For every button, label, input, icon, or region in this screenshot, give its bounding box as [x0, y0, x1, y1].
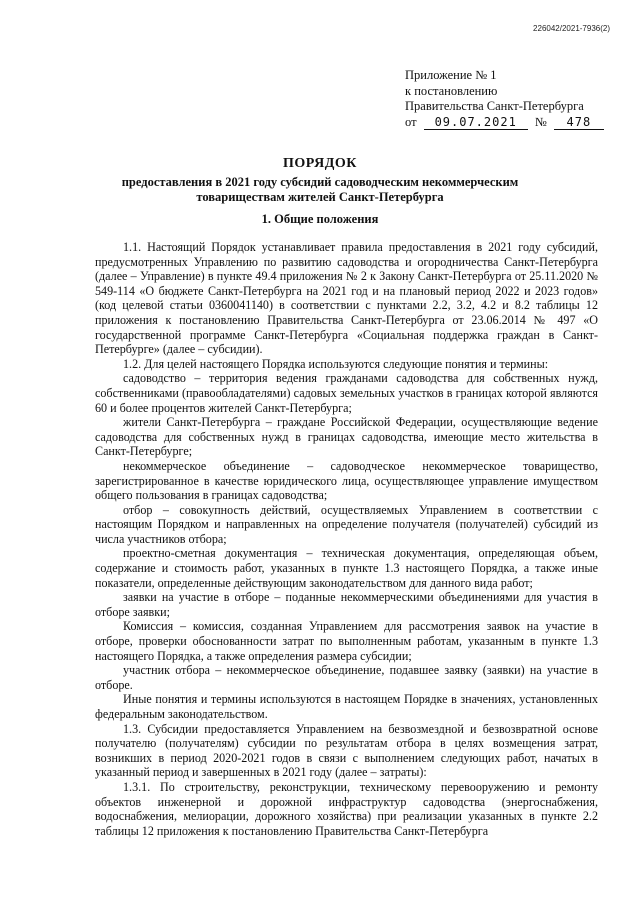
paragraph: участник отбора – некоммерческое объединение, подавшее заявку (заявки) на участие в отборе. [95, 663, 598, 692]
appendix-line: Правительства Санкт-Петербурга [405, 99, 584, 113]
appendix-line: к постановлению [405, 83, 498, 98]
appendix-date-line [405, 115, 615, 131]
title-heading: ПОРЯДОК [283, 156, 357, 171]
title-subtitle-line: предоставления в 2021 году субсидий садоводческим некоммерческим [121, 175, 519, 189]
paragraph: Иные понятия и термины используются в настоящем Порядке в значениях, установленных федеральным законодательством. [95, 692, 598, 721]
title-subtitle-line: товариществам жителей Санкт-Петербурга [196, 190, 444, 204]
document-title [100, 156, 540, 205]
paragraph: некоммерческое объединение – садоводческое некоммерческое товарищество, зарегистрированное в качестве юридического лица, осуществляющее управление имуществом общего пользования в границах садоводства; [95, 458, 598, 503]
document-body [95, 240, 598, 838]
paragraph: садоводство – территория ведения гражданами садоводства для собственных нужд, собственниками (правообладателями) садовых земельных участков в границах которой являются 60 и более процентов жителей Санкт-Петербурга; [95, 371, 598, 415]
from-label: от [405, 114, 417, 129]
paragraph: 1.1. Настоящий Порядок устанавливает правила предоставления в 2021 году субсидий, предусмотренных Управлению по развитию садоводства и огородничества Санкт-Петербурга (далее – Управление) в пункте 49.4 приложения № 2 к Закону Санкт-Петербурга от 25.11.2020 № 549-114 «О бюджете Санкт-Петербурга на 2021 год и на плановый период 2022 и 2023 годов» (код целевой статьи 0360041140) в соответствии с пунктами 2.2, 3.2, 4.2 и 8.2 таблицы 12 приложения к постановлению Правительства Санкт-Петербурга от 23.06.2014 № 497 «О государственной программе Санкт-Петербурга «Социальная поддержка граждан в Санкт-Петербурге» (далее – субсидии). [95, 240, 598, 357]
number-label: № [534, 114, 547, 129]
paragraph: 1.3.1. По строительству, реконструкции, техническому перевооружению и ремонту объектов инженерной и дорожной инфраструктур садоводства (энергоснабжения, водоснабжения, мелиорации, дорожного хозяйства) при реализации указанных в пункте 2.2 таблицы 12 приложения к постановлению Правительства Санкт-Петербурга [95, 779, 598, 838]
paragraph: проектно-сметная документация – техническая документация, определяющая объем, содержание и стоимость работ, указанных в пункте 1.3 настоящего Порядка, а также иные показатели, определенные действующим законодательством для данного вида работ; [95, 546, 598, 590]
paragraph: заявки на участие в отборе – поданные некоммерческими объединениями для участия в отборе заявки; [95, 590, 598, 619]
paragraph: 1.2. Для целей настоящего Порядка используются следующие понятия и термины: [123, 356, 549, 371]
paragraph: Комиссия – комиссия, созданная Управлением для рассмотрения заявок на участие в отборе, проверки обоснованности затрат по выполненным работам, указанным в пункте 1.3 настоящего Порядка, а также определения размера субсидии; [95, 619, 598, 663]
resolution-date: 09.07.2021 [424, 116, 528, 130]
paragraph: 1.3. Субсидии предоставляется Управлением на безвозмездной и безвозвратной основе получателю (получателям) субсидии по результатам отбора в целях возмещения затрат, возникших в период 2020-2021 годов в связи с выполнением следующих работ, начатых в указанный период и завершенных в 2021 году (далее – затраты): [95, 721, 598, 780]
appendix-line: Приложение № 1 [405, 68, 497, 82]
document-registration-number: 226042/2021-7936(2) [533, 24, 610, 33]
resolution-number: 478 [554, 116, 604, 130]
paragraph: отбор – совокупность действий, осуществляемых Управлением в соответствии с настоящим Порядком и направленных на определение получателя (получателей) субсидий из числа участников отбора; [95, 502, 598, 546]
paragraph: жители Санкт-Петербурга – граждане Российской Федерации, осуществляющие ведение садоводства для собственных нужд в границах садоводства, имеющие место жительства в Санкт-Петербурге; [95, 415, 598, 459]
section-title: 1. Общие положения [261, 212, 379, 226]
appendix-block [405, 68, 615, 130]
